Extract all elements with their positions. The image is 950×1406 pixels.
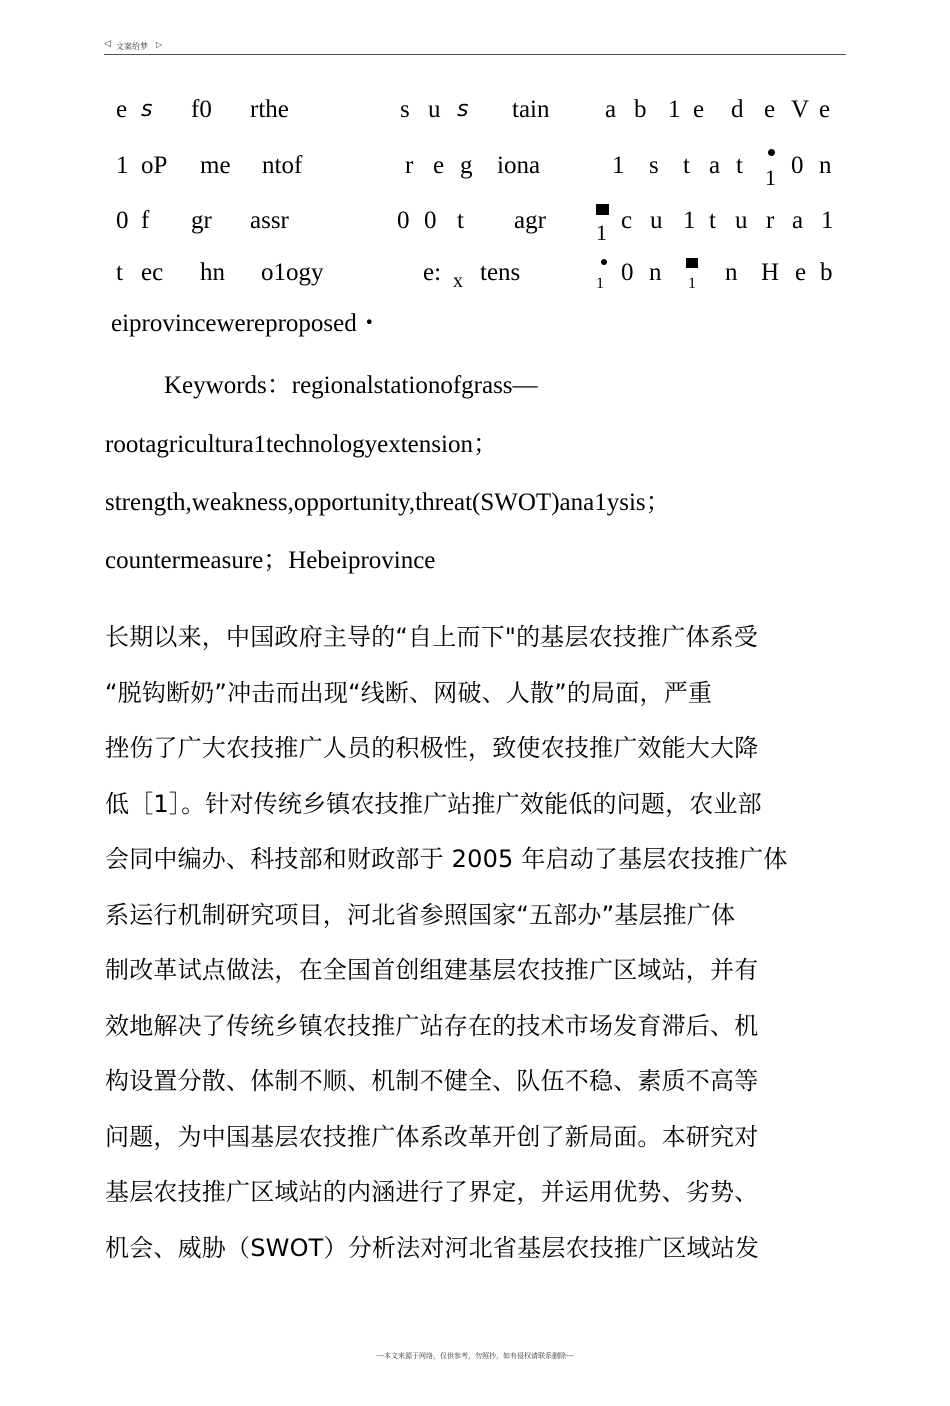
body-line: 效地解决了传统乡镇农技推广站存在的技术市场发育滞后、机 (105, 1012, 759, 1040)
abstract-token: e (795, 259, 807, 286)
page-header (104, 40, 846, 55)
abstract-token: 1 (596, 278, 604, 288)
left-triangle-icon: ◁ (104, 39, 111, 49)
abstract-token: 1 (668, 96, 681, 123)
abstract-token: e (433, 152, 445, 179)
abstract-token: g (460, 152, 473, 179)
abstract-token: ec (141, 259, 164, 286)
body-line: 机会、威胁（SWOT）分析法对河北省基层农技推广区域站发 (105, 1234, 760, 1262)
body-line: 问题，为中国基层农技推广体系改革开创了新局面。本研究对 (105, 1123, 759, 1151)
abstract-token: t (709, 207, 716, 234)
abstract-token: e (693, 96, 705, 123)
abstract-token: me (200, 152, 231, 179)
body-line: 基层农技推广区域站的内涵进行了界定，并运用优势、劣势、 (105, 1178, 759, 1206)
abstract-token: e (116, 96, 128, 123)
abstract-token: b (634, 96, 647, 123)
abstract-token: x (453, 270, 463, 292)
abstract-token: n (819, 152, 832, 179)
abstract-token: a (605, 96, 617, 123)
abstract-token: hn (200, 259, 225, 286)
keywords-line-2: rootagricultura1technologyextension； (105, 431, 498, 458)
keywords-line-4: countermeasure；Hebeiprovince (105, 547, 436, 574)
abstract-token: 1 (116, 152, 129, 179)
abstract-token: iona (497, 152, 541, 179)
abstract-token: assr (250, 207, 289, 234)
abstract-token: V (791, 96, 810, 123)
page-footer: ---本文来源于网络，仅供参考，勿照抄，如有侵权请联系删除--- (376, 1352, 574, 1360)
abstract-token: u (650, 207, 663, 234)
abstract-token: 1 (688, 278, 696, 288)
abstract-token: r (405, 152, 414, 179)
abstract-token: n (725, 259, 738, 286)
abstract-token: s (649, 152, 659, 179)
abstract-token: t (457, 207, 464, 234)
abstract-token: u (735, 207, 748, 234)
abstract-token: d (731, 96, 744, 123)
abstract-token: o1ogy (261, 259, 324, 286)
abstract-token: gr (191, 207, 212, 234)
square-mark (686, 258, 698, 268)
abstract-token: tain (512, 96, 550, 123)
body-line: 系运行机制研究项目，河北省参照国家“五部办”基层推广体 (105, 901, 736, 929)
abstract-token: a (709, 152, 721, 179)
abstract-token: H (761, 259, 780, 286)
body-line: 制改革试点做法，在全国首创组建基层农技推广区域站，并有 (105, 956, 759, 984)
abstract-line-5: eiprovincewereproposed・ (111, 310, 382, 337)
abstract-token: t (116, 259, 123, 286)
square-mark (596, 204, 609, 215)
abstract-token: b (820, 259, 833, 286)
abstract-line-1 (0, 95, 950, 125)
body-line: “脱钩断奶”冲击而出现“线断、网破、人散”的局面，严重 (105, 679, 713, 707)
abstract-token: 1 (821, 207, 834, 234)
abstract-token: e (819, 96, 831, 123)
abstract-line-4 (0, 258, 950, 292)
abstract-token: e (764, 96, 776, 123)
body-line: 会同中编办、科技部和财政部于 2005 年启动了基层农技推广体 (105, 845, 788, 873)
abstract-token: a (792, 207, 804, 234)
header-title: 文案给梦 (116, 42, 148, 51)
abstract-token: e: (423, 259, 442, 286)
abstract-token: n (649, 259, 662, 286)
abstract-token: oP (141, 152, 168, 179)
abstract-token: ntof (262, 152, 303, 179)
abstract-token: t (683, 152, 690, 179)
abstract-token: 0 (116, 207, 129, 234)
abstract-token: r (766, 207, 775, 234)
abstract-token: s (400, 96, 410, 123)
abstract-token: 0 (397, 207, 410, 234)
abstract-token: s (457, 97, 469, 122)
abstract-token: 1 (683, 207, 696, 234)
abstract-token: agr (514, 207, 546, 234)
abstract-token: 0 (621, 259, 634, 286)
keywords-line-1: Keywords：regionalstationofgrass— (164, 372, 538, 399)
abstract-token: u (428, 96, 441, 123)
abstract-token: tens (480, 259, 521, 286)
abstract-token: 1 (596, 220, 607, 245)
abstract-line-2 (0, 151, 950, 190)
bullet-mark (601, 259, 607, 265)
abstract-token: 0 (791, 152, 804, 179)
bullet-mark (768, 149, 775, 156)
body-line: 长期以来，中国政府主导的“自上而下"的基层农技推广体系受 (105, 623, 759, 651)
abstract-token: t (736, 152, 743, 179)
abstract-token: 1 (765, 165, 776, 190)
abstract-line-3 (0, 206, 950, 245)
abstract-token: f0 (191, 96, 212, 123)
abstract-token: rthe (250, 96, 289, 123)
abstract-token: 0 (424, 207, 437, 234)
abstract-token: s (141, 97, 153, 122)
abstract-token: 1 (612, 152, 625, 179)
body-line: 低［1］。针对传统乡镇农技推广站推广效能低的问题，农业部 (105, 790, 762, 818)
body-line: 挫伤了广大农技推广人员的积极性，致使农技推广效能大大降 (105, 734, 759, 762)
right-triangle-icon: ▷ (156, 40, 163, 49)
body-line: 构设置分散、体制不顺、机制不健全、队伍不稳、素质不高等 (105, 1067, 759, 1095)
keywords-line-3: strength,weakness,opportunity,threat(SWOT)ana1ysis； (105, 489, 671, 516)
abstract-token: f (141, 207, 150, 234)
abstract-token: c (621, 207, 633, 234)
